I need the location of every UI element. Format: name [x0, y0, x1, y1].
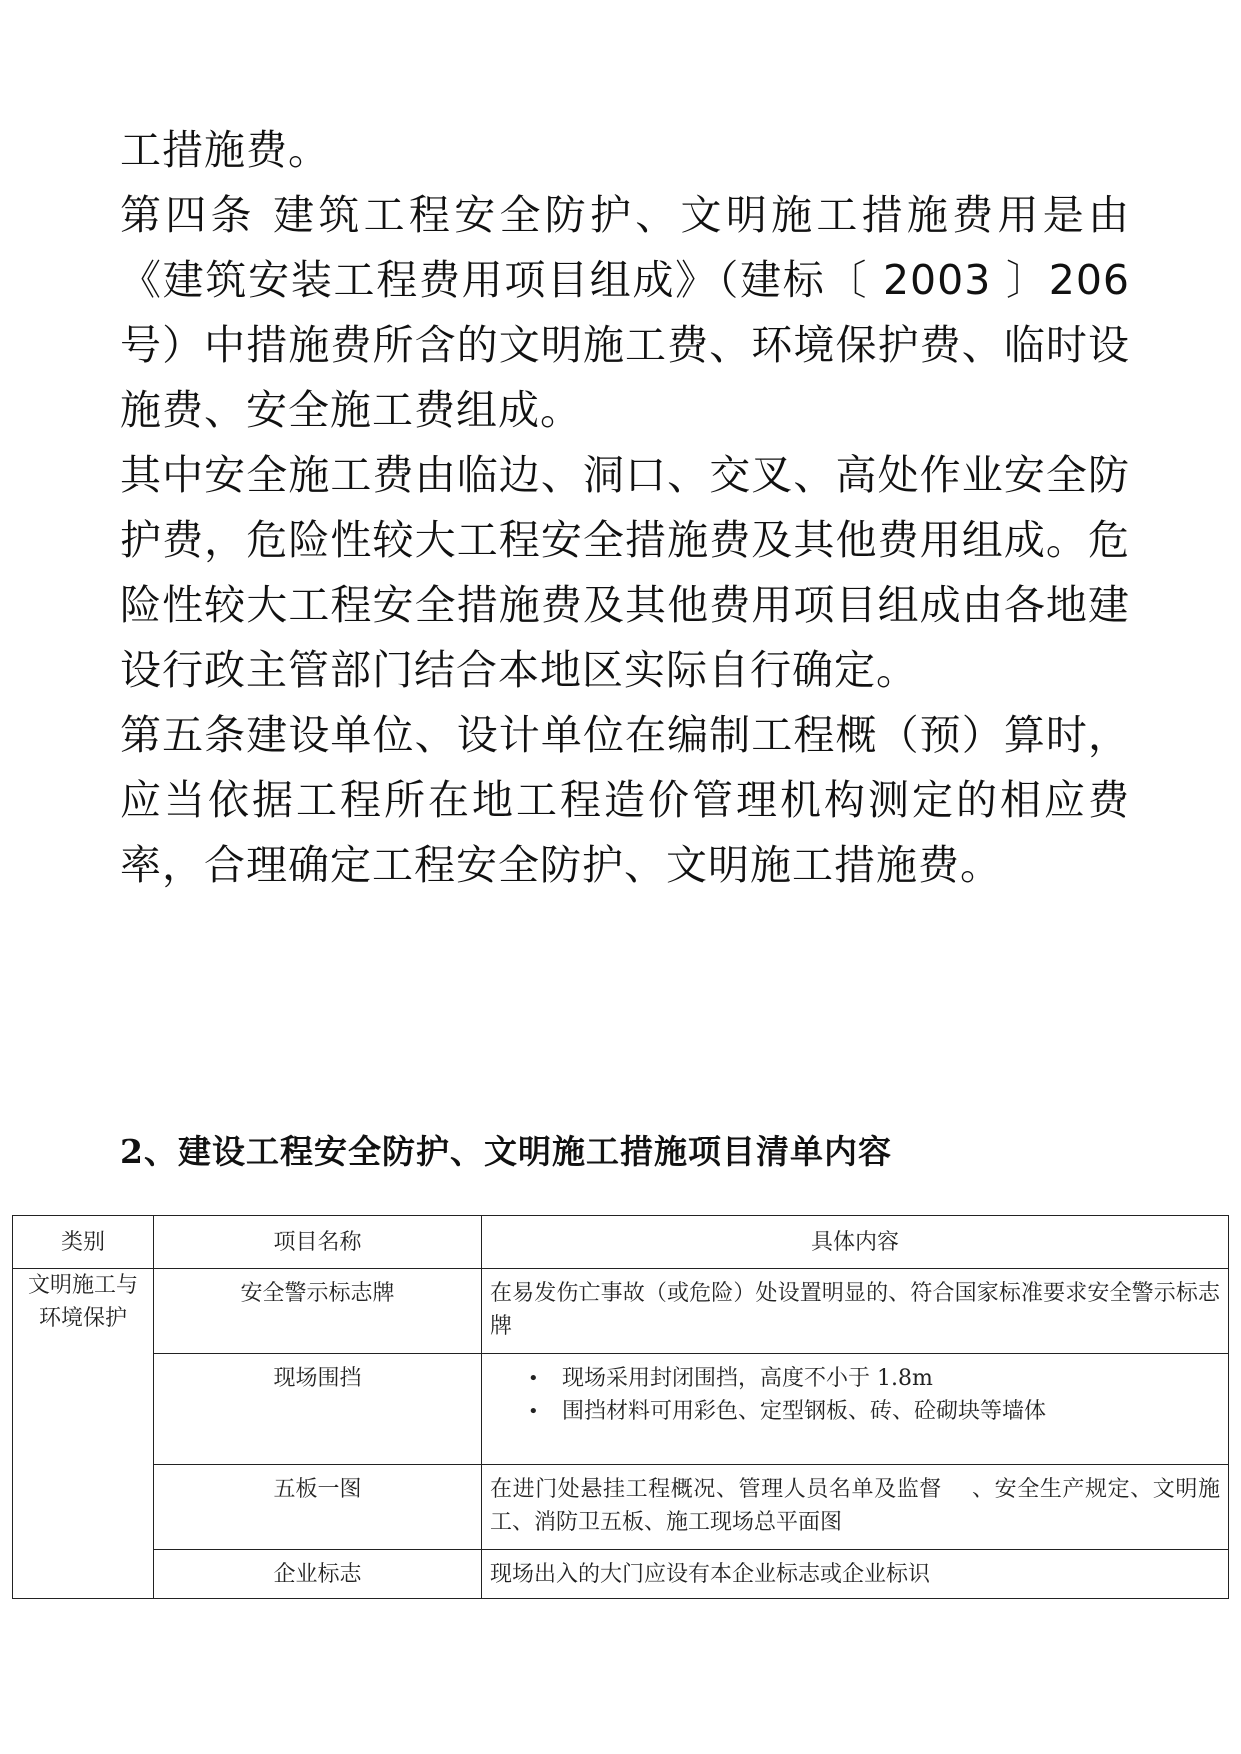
- item-detail-cell: 在进门处悬挂工程概况、管理人员名单及监督 、安全生产规定、文明施工、消防卫五板、施工现场总平面图: [482, 1465, 1229, 1550]
- bullet-icon: •: [528, 1401, 539, 1422]
- category-cell: [13, 1269, 154, 1599]
- list-item: [528, 1395, 1220, 1428]
- list-item: [528, 1362, 1220, 1395]
- header-item-name: 项目名称: [154, 1216, 482, 1269]
- table-row: [13, 1550, 1229, 1599]
- category-label-line1: 文明施工与: [27, 1273, 138, 1298]
- detail-bullet-list: [490, 1362, 1220, 1428]
- bullet-icon: •: [528, 1368, 539, 1389]
- item-name-cell: 安全警示标志牌: [154, 1269, 482, 1354]
- item-detail-cell: 现场出入的大门应设有本企业标志或企业标识: [482, 1550, 1229, 1599]
- category-label-line2: 环境保护: [38, 1306, 127, 1331]
- item-detail-cell: 在易发伤亡事故（或危险）处设置明显的、符合国家标准要求安全警示标志牌: [482, 1269, 1229, 1354]
- list-item-text: 现场采用封闭围挡，高度不小于 1.8m: [562, 1366, 933, 1391]
- item-name-cell: 企业标志: [154, 1550, 482, 1599]
- items-table-wrapper: [12, 1215, 1229, 1599]
- paragraph-article-4: 第四条 建筑工程安全防护、文明施工措施费用是由《建筑安装工程费用项目组成》（建标〔 2003 〕206号）中措施费所含的文明施工费、环境保护费、临时设施费、安全施工费组成。: [120, 191, 1130, 434]
- table-row: [13, 1269, 1229, 1354]
- item-name-cell: 现场围挡: [154, 1354, 482, 1465]
- paragraph-safety-fee: 其中安全施工费由临边、洞口、交叉、高处作业安全防护费，危险性较大工程安全措施费及其他费用组成。危险性较大工程安全措施费及其他费用项目组成由各地建设行政主管部门结合本地区实际自行确定。: [120, 451, 1130, 694]
- section-heading: 2、建设工程安全防护、文明施工措施项目清单内容: [120, 1132, 892, 1171]
- table-row: [13, 1465, 1229, 1550]
- list-item-text: 围挡材料可用彩色、定型钢板、砖、砼砌块等墙体: [562, 1399, 1047, 1424]
- item-name-cell: 五板一图: [154, 1465, 482, 1550]
- paragraph-article-5: 第五条建设单位、设计单位在编制工程概（预）算时，应当依据工程所在地工程造价管理机构测定的相应费率，合理确定工程安全防护、文明施工措施费。: [120, 711, 1130, 889]
- table-header-row: [13, 1216, 1229, 1269]
- paragraph-continuation: 工措施费。: [120, 126, 330, 174]
- header-category: 类别: [13, 1216, 154, 1269]
- item-detail-cell: [482, 1354, 1229, 1465]
- body-text: [120, 118, 1130, 898]
- header-detail: 具体内容: [482, 1216, 1229, 1269]
- items-table: [12, 1215, 1229, 1599]
- table-row: [13, 1354, 1229, 1465]
